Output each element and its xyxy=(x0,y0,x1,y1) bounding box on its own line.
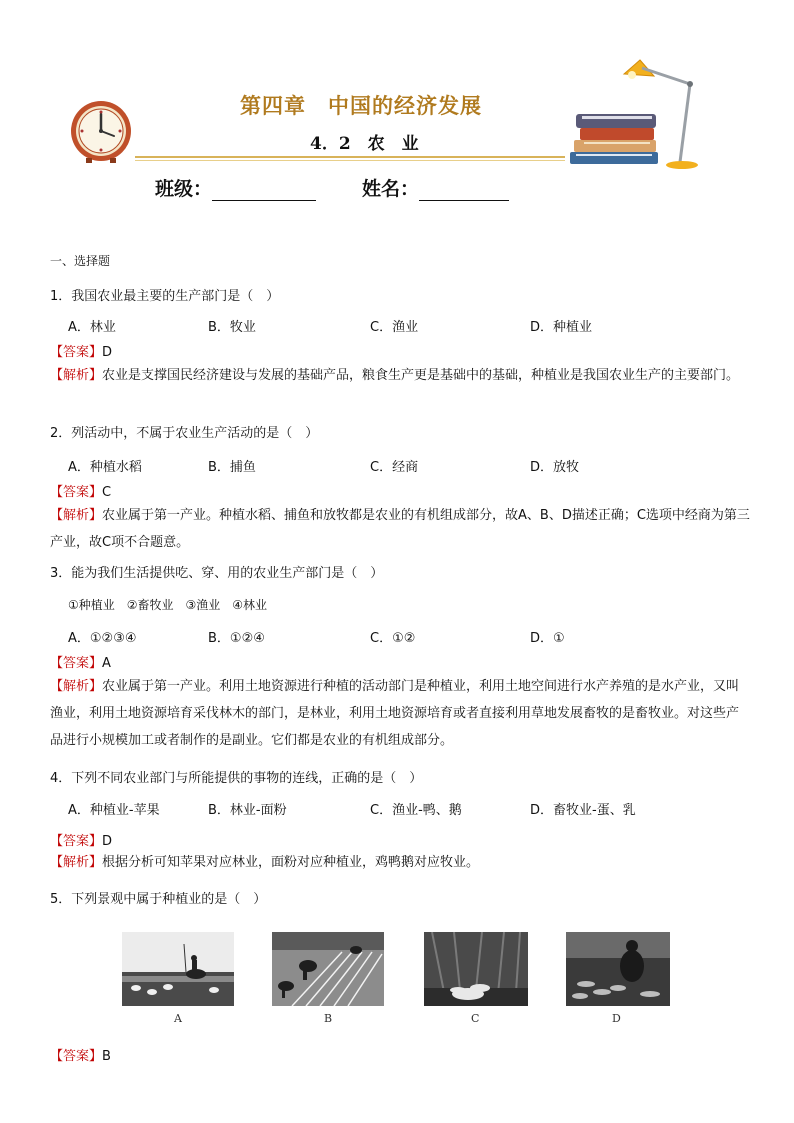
analysis-text: 根据分析可知苹果对应林业，面粉对应种植业，鸡鸭鹅对应牧业。 xyxy=(102,855,480,870)
analysis-text: 农业是支撑国民经济建设与发展的基础产品，粮食生产更是基础中的基础，种植业是我国农业生产的主要部门。 xyxy=(102,368,740,383)
photo-caption-d: D xyxy=(612,1012,621,1025)
answer-value: A xyxy=(102,656,111,671)
answer-value: C xyxy=(102,485,112,500)
answer-tag: 【答案】 xyxy=(50,345,103,360)
answer-tag: 【答案】 xyxy=(50,656,103,671)
question-stem: 4．下列不同农业部门与所能提供的事物的连线，正确的是（ ） xyxy=(50,771,423,786)
option-b: B．牧业 xyxy=(208,320,256,335)
analysis-text: 农业属于第一产业。种植水稻、捕鱼和放牧都是农业的有机组成部分，故A、B、D描述正确；C选项中经商为第三产业，故C项不合题意。 xyxy=(50,508,750,550)
answer-value: D xyxy=(102,345,113,360)
option-d: D．① xyxy=(530,631,565,646)
name-field xyxy=(362,174,509,201)
option-d: D．种植业 xyxy=(530,320,593,335)
question-stem: 1．我国农业最主要的生产部门是（ ） xyxy=(50,289,280,304)
answer-tag: 【答案】 xyxy=(50,834,103,849)
name-blank[interactable] xyxy=(419,182,509,201)
answer-line xyxy=(50,652,111,671)
clock-icon xyxy=(68,100,136,164)
section-title: 4．2 农 业 xyxy=(310,134,419,154)
option-b: B．捕鱼 xyxy=(208,460,256,475)
class-blank[interactable] xyxy=(212,182,316,201)
books-lamp-illustration xyxy=(562,54,712,172)
analysis-tag: 【解析】 xyxy=(50,368,103,383)
answer-tag: 【答案】 xyxy=(50,485,103,500)
analysis-paragraph xyxy=(50,849,750,876)
option-c: C．经商 xyxy=(370,460,419,475)
answer-line xyxy=(50,481,111,500)
answer-line xyxy=(50,830,112,849)
option-b: B．林业-面粉 xyxy=(208,803,287,818)
option-c: C．①② xyxy=(370,631,416,646)
photo-rice-transplanting xyxy=(272,932,384,1006)
chapter-title: 第四章 中国的经济发展 xyxy=(240,93,482,118)
option-d: D．放牧 xyxy=(530,460,580,475)
option-d: D．畜牧业-蛋、乳 xyxy=(530,803,636,818)
class-label: 班级： xyxy=(155,178,213,200)
question-stem: 3．能为我们生活提供吃、穿、用的农业生产部门是（ ） xyxy=(50,566,384,581)
answer-tag: 【答案】 xyxy=(50,1049,103,1064)
photo-caption-a: A xyxy=(174,1012,182,1025)
header-divider-thin xyxy=(135,160,565,161)
photo-fishing xyxy=(566,932,670,1006)
analysis-text: 农业属于第一产业。利用土地资源进行种植的活动部门是种植业，利用土地空间进行水产养殖的是水产业，又叫渔业，利用土地资源培育采伐林木的部门，是林业，利用土地资源培育或者直接利用草地发展畜牧的是畜牧业。对这些产品进行小规模加工或者制作的是副业。它们都是农业的有机组成部分。 xyxy=(50,679,740,748)
header-divider xyxy=(135,156,565,158)
answer-value: D xyxy=(102,834,113,849)
question-stem: 2．列活动中，不属于农业生产活动的是（ ） xyxy=(50,426,319,441)
photo-caption-c: C xyxy=(471,1012,480,1025)
analysis-tag: 【解析】 xyxy=(50,855,103,870)
analysis-paragraph xyxy=(50,362,750,389)
analysis-paragraph xyxy=(50,502,750,556)
class-field xyxy=(155,174,316,201)
section-heading: 一、选择题 xyxy=(50,254,111,268)
analysis-paragraph xyxy=(50,673,750,754)
option-b: B．①②④ xyxy=(208,631,265,646)
option-c: C．渔业-鸭、鹅 xyxy=(370,803,462,818)
photo-grassland-herding xyxy=(122,932,234,1006)
answer-line xyxy=(50,1045,111,1064)
answer-line xyxy=(50,341,112,360)
option-a: A．种植业-苹果 xyxy=(68,803,160,818)
analysis-tag: 【解析】 xyxy=(50,679,103,694)
photo-caption-b: B xyxy=(324,1012,333,1025)
option-c: C．渔业 xyxy=(370,320,419,335)
answer-value: B xyxy=(102,1049,111,1064)
question-sub-items: ①种植业 ②畜牧业 ③渔业 ④林业 xyxy=(68,598,268,612)
option-a: A．林业 xyxy=(68,320,116,335)
photo-forest-logging xyxy=(424,932,528,1006)
question-stem: 5．下列景观中属于种植业的是（ ） xyxy=(50,892,267,907)
option-a: A．①②③④ xyxy=(68,631,137,646)
name-label: 姓名： xyxy=(362,178,420,200)
analysis-tag: 【解析】 xyxy=(50,508,103,523)
option-a: A．种植水稻 xyxy=(68,460,142,475)
